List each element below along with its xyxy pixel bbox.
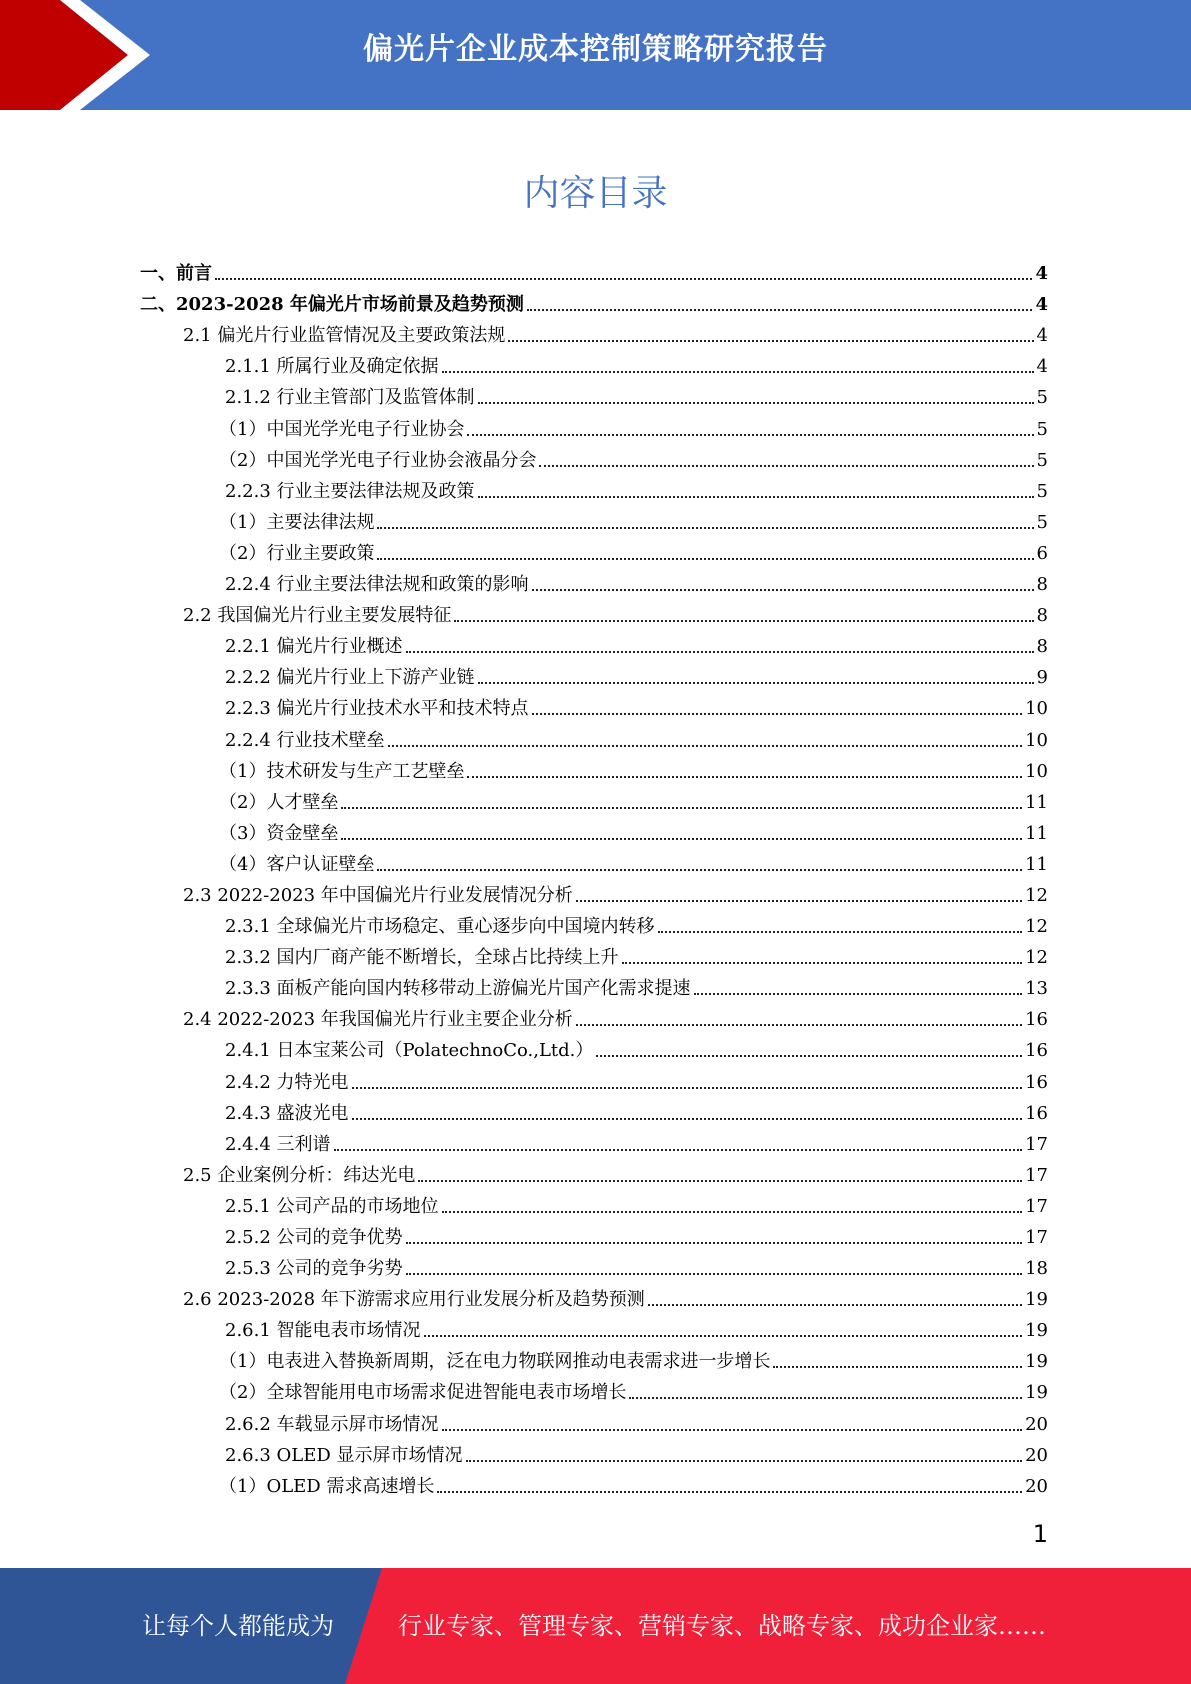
toc-dot-leader	[388, 745, 1023, 747]
toc-entry-label: （3）资金壁垒	[219, 822, 339, 844]
toc-dot-leader	[341, 838, 1022, 840]
toc-entry[interactable]	[140, 472, 1048, 503]
toc-entry-page: 12	[1025, 884, 1048, 906]
toc-dot-leader	[478, 496, 1034, 498]
toc-entry-label: 2.3.2 国内厂商产能不断增长，全球占比持续上升	[225, 947, 619, 969]
toc-entry[interactable]	[140, 1187, 1048, 1218]
toc-dot-leader	[437, 1491, 1022, 1493]
toc-entry[interactable]	[140, 1436, 1048, 1467]
footer-slogan-left: 让每个人都能成为	[142, 1612, 334, 1640]
toc-entry-label: 2.2.3 行业主要法律法规及政策	[225, 480, 475, 502]
toc-entry-page: 6	[1036, 542, 1048, 564]
toc-entry[interactable]	[140, 1125, 1048, 1156]
toc-dot-leader	[694, 993, 1023, 995]
toc-entry-page: 11	[1025, 791, 1048, 813]
toc-entry-label: （1）技术研发与生产工艺壁垒	[219, 760, 465, 782]
toc-entry-label: （1）OLED 需求高速增长	[219, 1475, 435, 1497]
toc-dot-leader	[406, 1273, 1023, 1275]
toc-entry-label: 2.4 2022-2023 年我国偏光片行业主要企业分析	[183, 1009, 573, 1031]
toc-entry-page: 20	[1025, 1475, 1048, 1497]
toc-entry[interactable]	[140, 347, 1048, 378]
toc-entry[interactable]	[140, 1404, 1048, 1435]
toc-entry[interactable]	[140, 627, 1048, 658]
footer-band	[0, 1568, 1191, 1684]
toc-dot-leader	[406, 1242, 1023, 1244]
toc-entry-page: 19	[1025, 1351, 1048, 1373]
toc-heading: 内容目录	[523, 173, 668, 214]
toc-entry[interactable]	[140, 1156, 1048, 1187]
toc-entry-page: 12	[1025, 916, 1048, 938]
page-number: 1	[1032, 1520, 1048, 1548]
toc-entry[interactable]	[140, 658, 1048, 689]
toc-dot-leader	[442, 1429, 1023, 1431]
toc-dot-leader	[648, 1304, 1022, 1306]
toc-dot-leader	[658, 931, 1023, 933]
toc-dot-leader	[215, 278, 1032, 280]
toc-entry-page: 17	[1025, 1133, 1048, 1155]
toc-dot-leader	[418, 1180, 1022, 1182]
toc-entry[interactable]	[140, 1342, 1048, 1373]
toc-entry-page: 19	[1025, 1320, 1048, 1342]
toc-entry-label: 2.4.2 力特光电	[225, 1071, 349, 1093]
toc-entry-label: 2.2.4 行业主要法律法规和政策的影响	[225, 574, 529, 596]
toc-entry-label: 2.3.1 全球偏光片市场稳定、重心逐步向中国境内转移	[225, 916, 655, 938]
toc-entry-label: （2）人才壁垒	[219, 791, 339, 813]
toc-dot-leader	[334, 1149, 1023, 1151]
toc-entry-page: 11	[1025, 822, 1048, 844]
toc-entry[interactable]	[140, 316, 1048, 347]
toc-dot-leader	[539, 465, 1033, 467]
toc-entry-label: 2.4.4 三利谱	[225, 1133, 331, 1155]
toc-entry[interactable]	[140, 285, 1048, 316]
toc-entry-page: 11	[1025, 853, 1048, 875]
toc-dot-leader	[352, 1118, 1023, 1120]
toc-entry-label: 2.2 我国偏光片行业主要发展特征	[183, 605, 452, 627]
toc-entry-label: 2.1 偏光片行业监管情况及主要政策法规	[183, 325, 506, 347]
toc-entry-page: 5	[1036, 480, 1048, 502]
toc-entry[interactable]	[140, 1373, 1048, 1404]
toc-entry-page: 17	[1025, 1195, 1048, 1217]
toc-dot-leader	[532, 713, 1023, 715]
toc-entry-label: （2）全球智能用电市场需求促进智能电表市场增长	[219, 1382, 627, 1404]
toc-entry[interactable]	[140, 783, 1048, 814]
toc-entry-label: 一、前言	[140, 263, 212, 285]
toc-entry-label: （1）主要法律法规	[219, 511, 375, 533]
toc-entry[interactable]	[140, 378, 1048, 409]
toc-entry-page: 18	[1025, 1258, 1048, 1280]
toc-dot-leader	[454, 620, 1033, 622]
toc-entry-label: 2.6.1 智能电表市场情况	[225, 1320, 421, 1342]
toc-entry-page: 13	[1025, 978, 1048, 1000]
toc-entry-page: 8	[1036, 636, 1048, 658]
toc-entry-page: 20	[1025, 1413, 1048, 1435]
toc-entry-page: 4	[1035, 263, 1048, 285]
toc-entry-label: 2.4.1 日本宝莱公司（PolatechnoCo.,Ltd.）	[225, 1040, 594, 1062]
toc-entry[interactable]	[140, 254, 1048, 285]
toc-entry-page: 16	[1025, 1040, 1048, 1062]
toc-dot-leader	[442, 1211, 1023, 1213]
toc-entry[interactable]	[140, 596, 1048, 627]
toc-dot-leader	[377, 527, 1033, 529]
footer-slogan-right: 行业专家、管理专家、营销专家、战略专家、成功企业家……	[398, 1612, 1046, 1640]
toc-entry-page: 19	[1025, 1382, 1048, 1404]
toc-entry-page: 10	[1025, 729, 1048, 751]
toc-entry-page: 5	[1036, 449, 1048, 471]
toc-dot-leader	[773, 1366, 1022, 1368]
toc-entry[interactable]	[140, 845, 1048, 876]
toc-dot-leader	[478, 402, 1034, 404]
toc-entry[interactable]	[140, 1218, 1048, 1249]
toc-entry-page: 4	[1036, 356, 1048, 378]
toc-entry-label: 2.6.3 OLED 显示屏市场情况	[225, 1444, 463, 1466]
toc-entry-label: （2）中国光学光电子行业协会液晶分会	[219, 449, 537, 471]
toc-entry-page: 19	[1025, 1289, 1048, 1311]
toc-entry-page: 9	[1036, 667, 1048, 689]
toc-dot-leader	[341, 807, 1022, 809]
toc-dot-leader	[478, 682, 1034, 684]
toc-entry[interactable]	[140, 1249, 1048, 1280]
toc-entry-label: 2.2.2 偏光片行业上下游产业链	[225, 667, 475, 689]
toc-dot-leader	[532, 589, 1034, 591]
toc-entry-label: 2.1.2 行业主管部门及监管体制	[225, 387, 475, 409]
toc-dot-leader	[377, 869, 1022, 871]
toc-dot-leader	[622, 962, 1023, 964]
toc-dot-leader	[406, 651, 1034, 653]
toc-dot-leader	[629, 1397, 1022, 1399]
toc-entry-label: 2.5.3 公司的竞争劣势	[225, 1258, 403, 1280]
toc-entry[interactable]	[140, 938, 1048, 969]
toc-dot-leader	[467, 776, 1022, 778]
toc-entry-label: 2.2.1 偏光片行业概述	[225, 636, 403, 658]
toc-entry-label: （1）电表进入替换新周期，泛在电力物联网推动电表需求进一步增长	[219, 1351, 771, 1373]
toc-entry-label: 2.6.2 车载显示屏市场情况	[225, 1413, 439, 1435]
toc-entry[interactable]	[140, 534, 1048, 565]
toc-entry[interactable]	[140, 1000, 1048, 1031]
toc-entry[interactable]	[140, 409, 1048, 440]
toc-entry[interactable]	[140, 503, 1048, 534]
toc-entry[interactable]	[140, 907, 1048, 938]
toc-entry-page: 8	[1036, 574, 1048, 596]
toc-entry[interactable]	[140, 1031, 1048, 1062]
toc-entry-page: 16	[1025, 1009, 1048, 1031]
toc-entry-label: 2.2.3 偏光片行业技术水平和技术特点	[225, 698, 529, 720]
toc-entry-label: 2.1.1 所属行业及确定依据	[225, 356, 439, 378]
toc-dot-leader	[576, 1024, 1022, 1026]
toc-entry[interactable]	[140, 720, 1048, 751]
toc-entry-label: （1）中国光学光电子行业协会	[219, 418, 465, 440]
toc-entry-label: 2.5.2 公司的竞争优势	[225, 1227, 403, 1248]
toc-entry-page: 17	[1025, 1227, 1048, 1248]
toc-entry-label: 2.4.3 盛波光电	[225, 1102, 349, 1124]
toc-entry-page: 5	[1036, 511, 1048, 533]
toc-entry-label: 2.2.4 行业技术壁垒	[225, 729, 385, 751]
toc-dot-leader	[424, 1335, 1023, 1337]
toc-entry[interactable]	[140, 1311, 1048, 1342]
toc-entry-page: 5	[1036, 387, 1048, 409]
toc-dot-leader	[576, 900, 1022, 902]
table-of-contents	[140, 254, 1048, 1498]
toc-entry-page: 20	[1025, 1444, 1048, 1466]
toc-entry-label: （2）行业主要政策	[219, 542, 375, 564]
toc-entry[interactable]	[140, 1094, 1048, 1125]
toc-entry-page: 4	[1035, 294, 1048, 316]
toc-entry[interactable]	[140, 565, 1048, 596]
toc-entry-page: 16	[1025, 1102, 1048, 1124]
toc-entry[interactable]	[140, 876, 1048, 907]
toc-entry-page: 10	[1025, 698, 1048, 720]
toc-entry-label: 2.5.1 公司产品的市场地位	[225, 1195, 439, 1217]
toc-dot-leader	[466, 1460, 1023, 1462]
toc-entry-page: 5	[1036, 418, 1048, 440]
toc-entry-label: 2.6 2023-2028 年下游需求应用行业发展分析及趋势预测	[183, 1289, 645, 1311]
toc-entry-label: 2.5 企业案例分析：纬达光电	[183, 1164, 416, 1186]
toc-entry-page: 12	[1025, 947, 1048, 969]
toc-entry-page: 4	[1036, 325, 1048, 347]
toc-entry[interactable]	[140, 1280, 1048, 1311]
toc-dot-leader	[377, 558, 1033, 560]
toc-entry-page: 8	[1036, 605, 1048, 627]
toc-entry[interactable]	[140, 1467, 1048, 1498]
toc-entry-label: 2.3 2022-2023 年中国偏光片行业发展情况分析	[183, 884, 573, 906]
toc-entry[interactable]	[140, 689, 1048, 720]
toc-dot-leader	[467, 434, 1033, 436]
toc-dot-leader	[442, 371, 1034, 373]
header-band	[0, 0, 1191, 110]
toc-dot-leader	[508, 340, 1033, 342]
toc-entry-label: 2.3.3 面板产能向国内转移带动上游偏光片国产化需求提速	[225, 978, 691, 1000]
toc-entry[interactable]	[140, 441, 1048, 472]
toc-entry-label: 二、2023-2028 年偏光片市场前景及趋势预测	[140, 294, 524, 316]
toc-dot-leader	[527, 309, 1033, 311]
toc-entry-page: 16	[1025, 1071, 1048, 1093]
toc-entry-page: 17	[1025, 1164, 1048, 1186]
toc-entry-page: 10	[1025, 760, 1048, 782]
toc-entry-label: （4）客户认证壁垒	[219, 853, 375, 875]
toc-entry[interactable]	[140, 752, 1048, 783]
toc-dot-leader	[352, 1087, 1023, 1089]
toc-entry[interactable]	[140, 814, 1048, 845]
toc-entry[interactable]	[140, 969, 1048, 1000]
toc-entry[interactable]	[140, 1062, 1048, 1093]
toc-dot-leader	[596, 1055, 1022, 1057]
report-title: 偏光片企业成本控制策略研究报告	[363, 32, 828, 67]
